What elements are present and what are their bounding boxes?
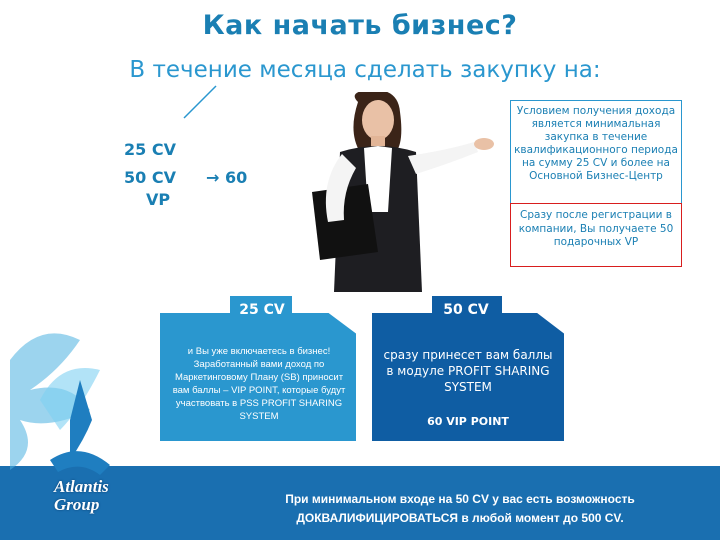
option-50cv: 50 CV <box>124 168 176 187</box>
businesswoman-image <box>298 92 498 292</box>
card-50cv-vip: 60 VIP POINT <box>427 415 509 428</box>
pointer-line <box>180 82 220 122</box>
company-logo <box>54 478 124 514</box>
card-25cv-text: и Вы уже включаетесь в бизнес! Заработанный вами доход по Маркетинговому Плану (SB) приносит вам баллы – VIP POINT, которые будут участвовать в PSS PROFIT SHARING SYSTEM <box>172 346 346 422</box>
option-60: → 60 <box>206 168 248 187</box>
page-title: Как начать бизнес? <box>202 10 518 41</box>
option-vp: VP <box>146 190 171 209</box>
condition-box: Условием получения дохода является минимальная закупка в течение квалификационного периода на сумму 25 CV и более на Основной Бизнес-Центр <box>510 100 682 220</box>
card-50cv-text: сразу принесет вам баллы в модуле PROFIT SHARING SYSTEM <box>383 348 553 394</box>
page-subtitle: В течение месяца сделать закупку на: <box>129 57 601 83</box>
card-25cv-head: 25 CV <box>239 302 285 318</box>
option-25cv: 25 CV <box>124 140 176 159</box>
card-50cv-head: 50 CV <box>443 302 489 318</box>
footer-line2: ДОКВАЛИФИЦИРОВАТЬСЯ в любой момент до 500 CV. <box>296 511 624 525</box>
footer-text <box>230 490 690 528</box>
logo-line2: Group <box>54 495 100 514</box>
footer-line1: При минимальном входе на 50 CV у вас есть возможность <box>285 492 635 506</box>
logo-line1: Atlantis <box>54 477 109 496</box>
gift-box: Сразу после регистрации в компании, Вы получаете 50 подарочных VP <box>510 203 682 267</box>
